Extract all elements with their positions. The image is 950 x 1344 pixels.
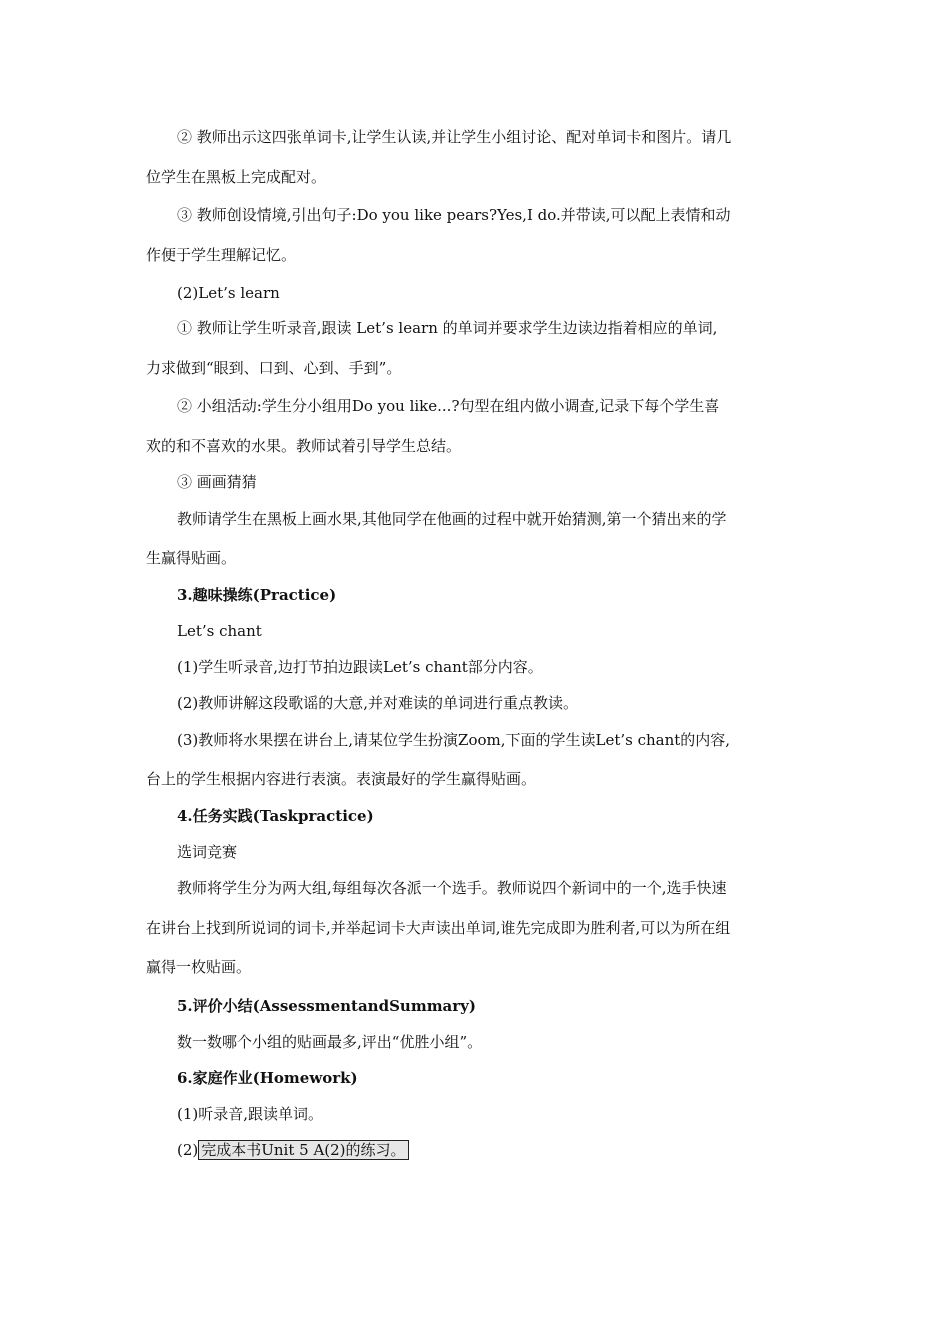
text-line: ② 教师出示这四张单词卡,让学生认读,并让学生小组讨论、配对单词卡和图片。请几: [177, 128, 732, 146]
text-line-last: [177, 1139, 950, 1161]
text-line: 数一数哪个小组的贴画最多,评出“优胜小组”。: [177, 1033, 483, 1051]
text-line: 选词竞赛: [177, 843, 238, 861]
text-line: ① 教师让学生听录音,跟读 Let’s learn 的单词并要求学生边读边指着相应的单词,: [177, 319, 718, 337]
text-line: ③ 画画猜猜: [177, 473, 257, 491]
text-line: 教师将学生分为两大组,每组每次各派一个选手。教师说四个新词中的一个,选手快速: [177, 879, 727, 897]
section-heading: 6.家庭作业(Homework): [177, 1069, 358, 1087]
text-line: ③ 教师创设情境,引出句子:Do you like pears?Yes,I do.并带读,可以配上表情和动: [177, 206, 731, 224]
section-heading: 4.任务实践(Taskpractice): [177, 807, 374, 825]
text-line: (3)教师将水果摆在讲台上,请某位学生扮演Zoom,下面的学生读Let’s chant的内容,: [177, 731, 731, 749]
section-heading: (2)Let’s learn: [177, 284, 280, 302]
text-line: ② 小组活动:学生分小组用Do you like...?句型在组内做小调查,记录下每个学生喜: [177, 397, 720, 415]
text-line: (1)听录音,跟读单词。: [177, 1105, 324, 1123]
text-line: 台上的学生根据内容进行表演。表演最好的学生赢得贴画。: [146, 770, 537, 788]
text-line: 力求做到“眼到、口到、心到、手到”。: [146, 359, 402, 377]
text-line: 在讲台上找到所说词的词卡,并举起词卡大声读出单词,谁先完成即为胜利者,可以为所在组: [146, 919, 731, 937]
highlighted-text: 完成本书Unit 5 A(2)的练习。: [198, 1140, 408, 1160]
text-line: 作便于学生理解记忆。: [146, 246, 297, 264]
line-prefix: (2): [177, 1141, 199, 1159]
text-line: 教师请学生在黑板上画水果,其他同学在他画的过程中就开始猜测,第一个猜出来的学: [177, 510, 727, 528]
text-line: 生赢得贴画。: [146, 549, 237, 567]
text-line: (1)学生听录音,边打节拍边跟读Let’s chant部分内容。: [177, 658, 543, 676]
text-line: Let’s chant: [177, 622, 262, 640]
section-heading: 5.评价小结(AssessmentandSummary): [177, 997, 476, 1015]
text-line: (2)教师讲解这段歌谣的大意,并对难读的单词进行重点教读。: [177, 694, 579, 712]
text-line: 赢得一枚贴画。: [146, 958, 252, 976]
text-line: 位学生在黑板上完成配对。: [146, 168, 327, 186]
section-heading: 3.趣味操练(Practice): [177, 586, 337, 604]
text-line: 欢的和不喜欢的水果。教师试着引导学生总结。: [146, 437, 462, 455]
